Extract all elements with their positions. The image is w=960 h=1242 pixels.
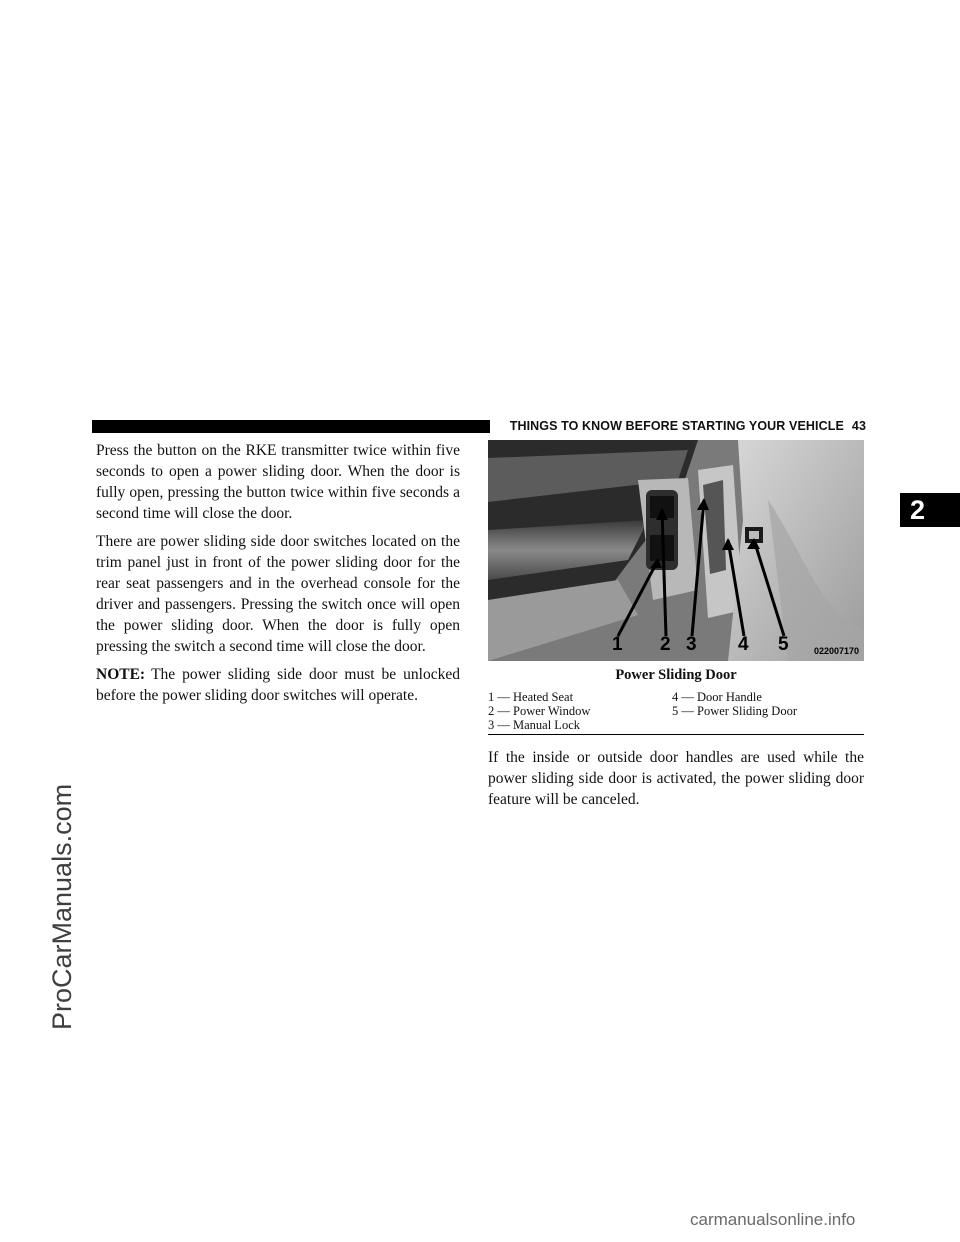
callout-5: 5 <box>778 634 789 655</box>
legend-item: 2 — Power Window <box>488 704 591 718</box>
door-illustration <box>488 440 864 661</box>
paragraph-switches: There are power sliding side door switches located on the trim panel just in front of the power sliding door for the rear seat passengers and in the overhead console for the driver and passengers. Pressing the switch once will open the power sliding door. When the door is fully open pressing the switch a second time will close the door. <box>96 533 460 655</box>
callout-3: 3 <box>686 634 697 655</box>
right-column <box>488 440 864 817</box>
side-watermark: ProCarManuals.com <box>47 783 77 1030</box>
header-rule <box>92 420 490 433</box>
callout-1: 1 <box>612 634 623 655</box>
running-header <box>500 419 866 433</box>
paragraph-rke: Press the button on the RKE transmitter twice within five seconds to open a power sliding door. When the door is fully open, pressing the button twice within five seconds a second time will close the door. <box>96 442 460 522</box>
callout-2: 2 <box>660 634 671 655</box>
legend-item: 3 — Manual Lock <box>488 718 580 732</box>
note <box>96 664 460 706</box>
figure-legend <box>488 690 864 735</box>
figure-code: 022007170 <box>814 646 860 656</box>
footer-watermark: carmanualsonline.info <box>690 1210 856 1229</box>
note-label: NOTE: <box>96 666 146 683</box>
legend-item: 5 — Power Sliding Door <box>672 704 797 718</box>
page-number: 43 <box>851 419 866 433</box>
figure-caption: Power Sliding Door <box>615 667 737 683</box>
paragraph-door-handles: If the inside or outside door handles are used while the power sliding side door is activated, the power sliding door feature will be canceled. <box>488 749 864 808</box>
legend-item <box>672 718 864 732</box>
power-sliding-door-photo <box>488 440 864 661</box>
legend-item: 4 — Door Handle <box>672 690 762 704</box>
chapter-tab[interactable]: 2 <box>900 493 960 527</box>
header-title: THINGS TO KNOW BEFORE STARTING YOUR VEHICLE <box>509 419 844 433</box>
left-column <box>96 440 460 713</box>
note-text: The power sliding side door must be unlocked before the power sliding door switches will operate. <box>96 666 460 704</box>
callout-4: 4 <box>738 634 749 655</box>
legend-item: 1 — Heated Seat <box>488 690 574 704</box>
